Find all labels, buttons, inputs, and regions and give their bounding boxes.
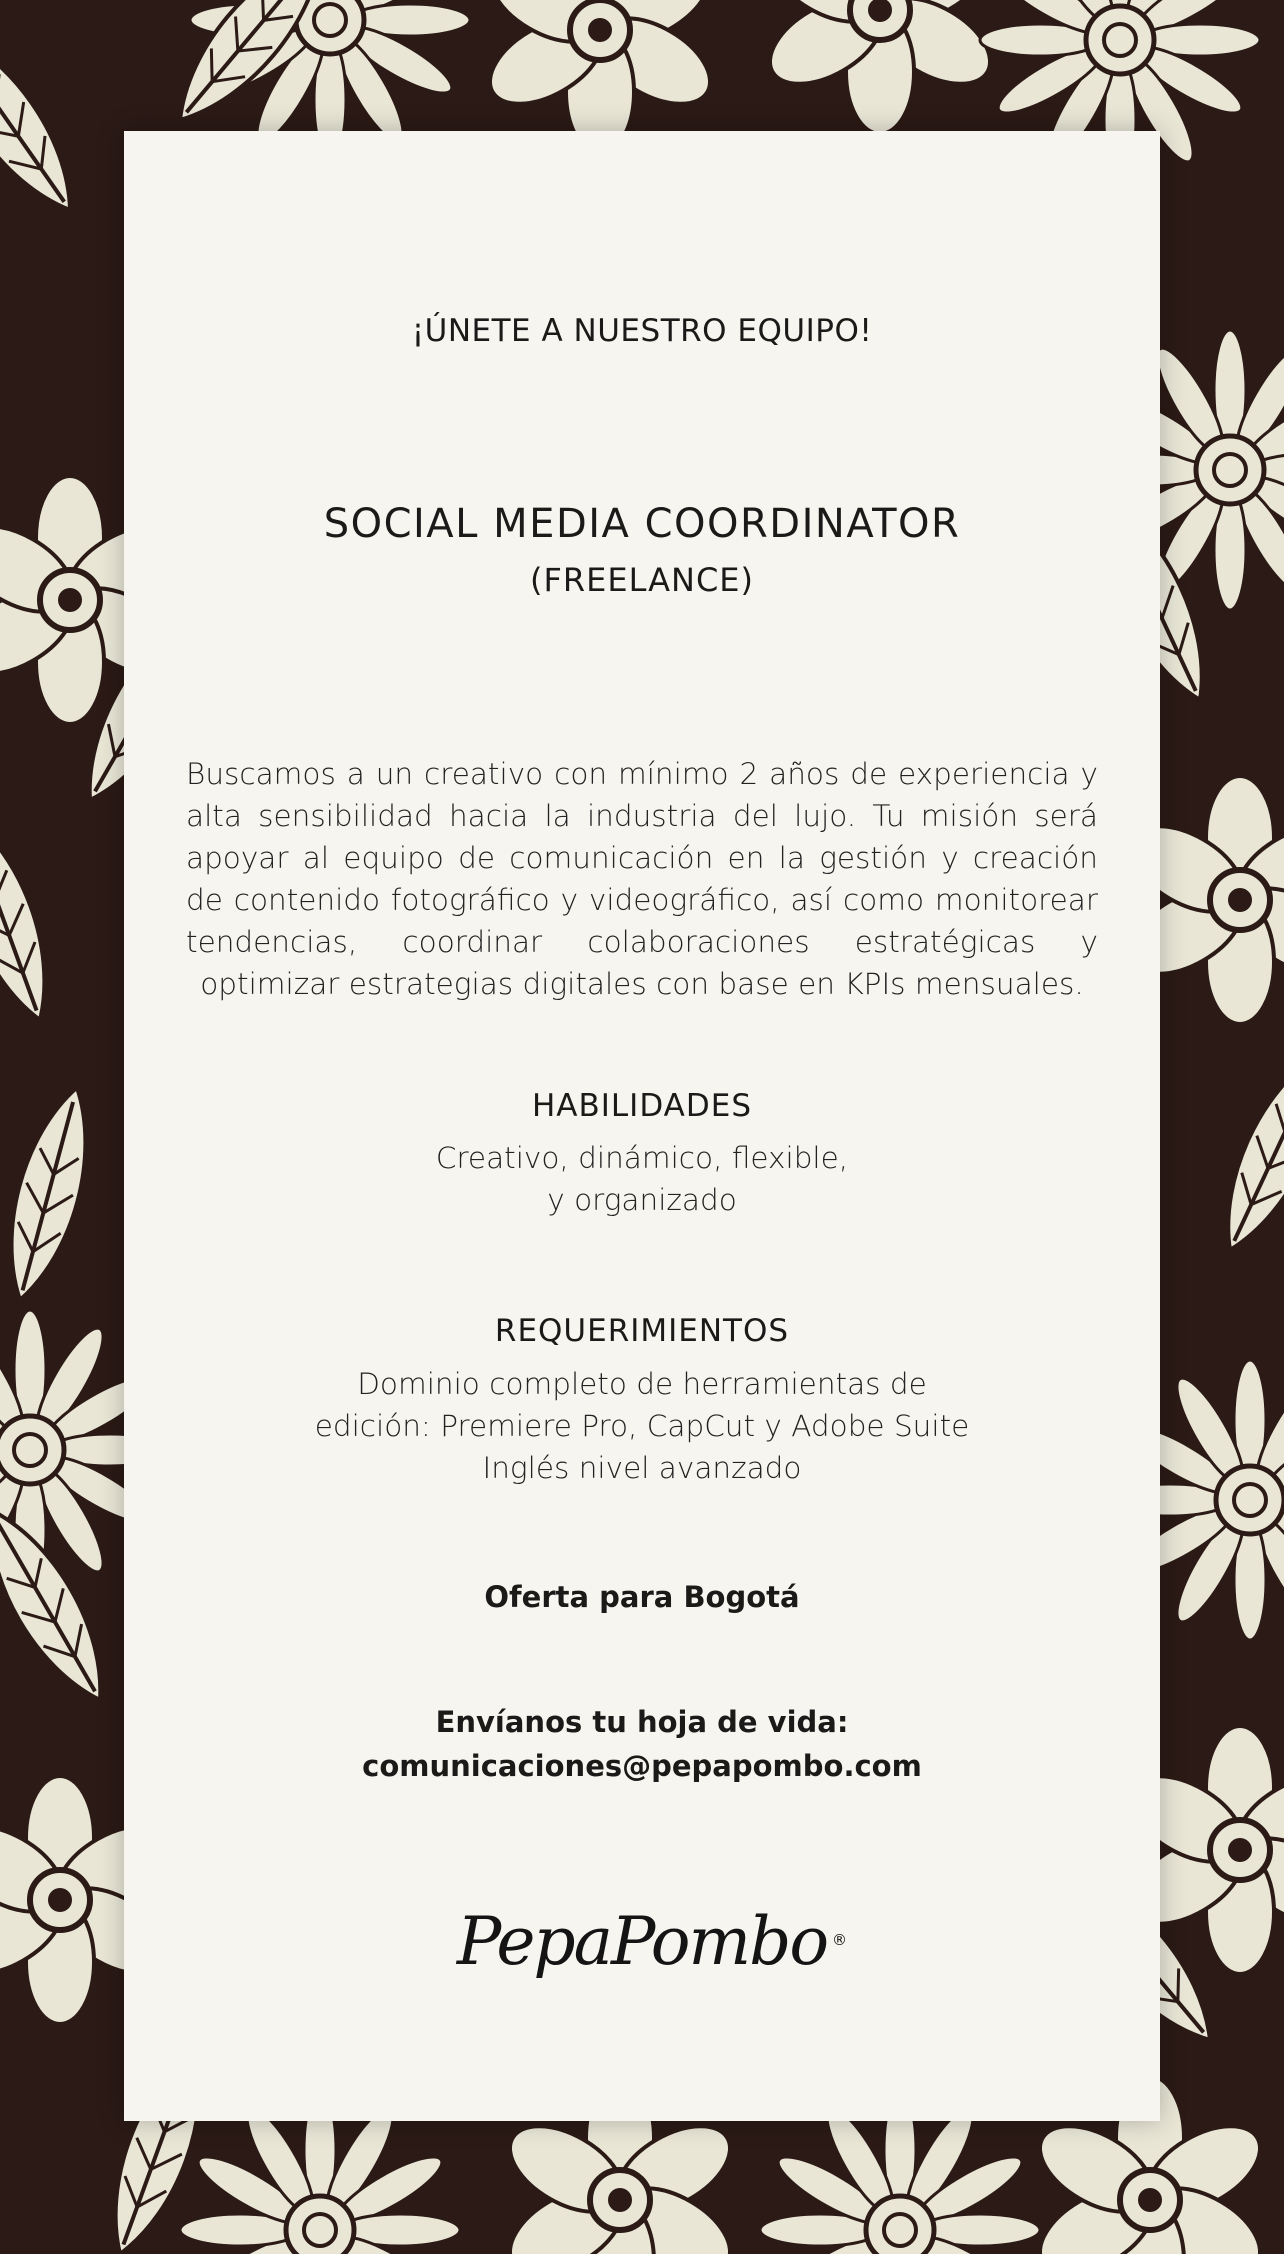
registered-mark: ® (832, 1931, 847, 1949)
requirements-heading: REQUERIMIENTOS (494, 1313, 790, 1349)
job-title: SOCIAL MEDIA COORDINATOR (323, 501, 961, 547)
requirements-line: Dominio completo de herramientas de (357, 1367, 927, 1401)
contact-label: Envíanos tu hoja de vida: (435, 1705, 849, 1739)
skills-line: Creativo, dinámico, flexible, (435, 1141, 849, 1175)
location-offer: Oferta para Bogotá (484, 1580, 800, 1614)
skills-heading: HABILIDADES (531, 1088, 752, 1124)
brand-logo-text: PepaPombo (456, 1903, 828, 1980)
job-card (124, 131, 1160, 2121)
requirements-line: Inglés nivel avanzado (482, 1451, 802, 1485)
requirements-line: edición: Premiere Pro, CapCut y Adobe Suite (314, 1409, 970, 1443)
eyebrow-heading: ¡ÚNETE A NUESTRO EQUIPO! (411, 313, 873, 349)
job-type: (FREELANCE) (530, 561, 754, 599)
contact-email[interactable]: comunicaciones@pepapombo.com (362, 1749, 922, 1783)
brand-logo (124, 1881, 1160, 2021)
job-description: Buscamos a un creativo con mínimo 2 años de experiencia y alta sensibilidad hacia la industria del lujo. Tu misión será apoyar al equipo de comunicación en la gestión y creación de contenido fotográfico y videográfico, así como monitorear tendencias, coordinar colaboraciones estratégicas y optimizar estrategias digitales con base en KPIs mensuales. (186, 757, 1098, 1001)
skills-line: y organizado (547, 1183, 737, 1217)
